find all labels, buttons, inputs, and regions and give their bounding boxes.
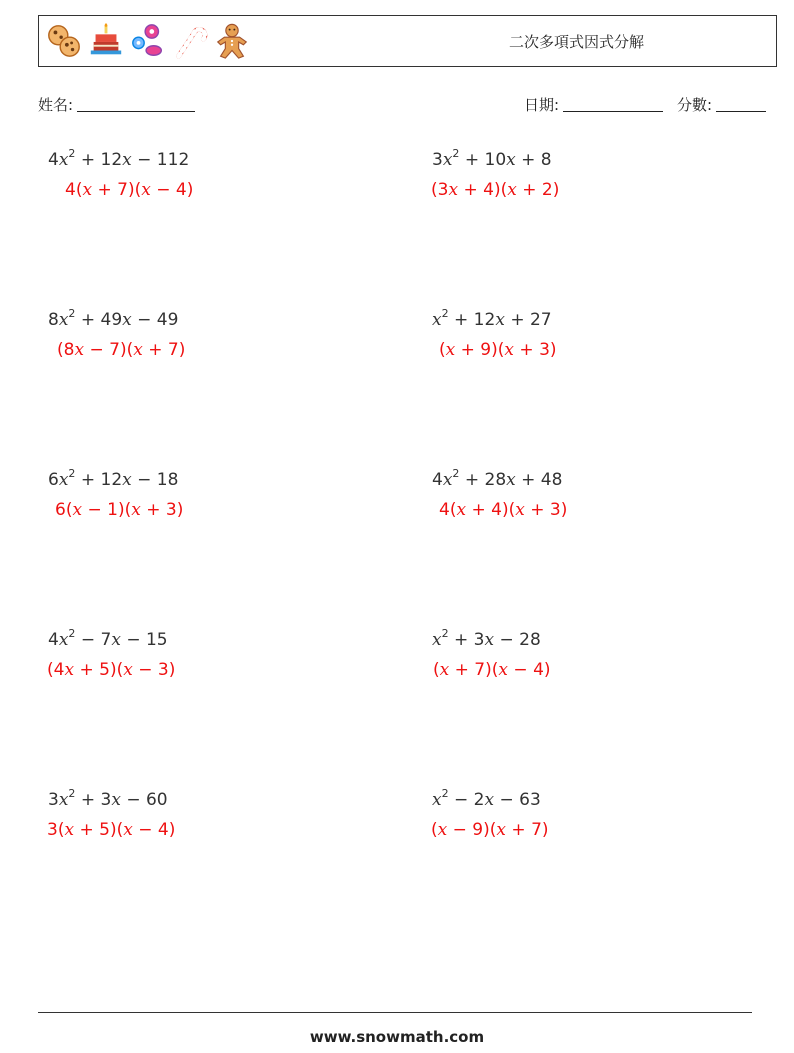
problem-answer: 4(x + 7)(x − 4) (65, 180, 194, 200)
problem-expression: $x^2 - 2x - 63$ (432, 787, 541, 810)
score-label: 分數: (677, 96, 713, 114)
name-field (38, 94, 195, 115)
candy-icon (129, 22, 167, 62)
problem-expression: $3x^2 + 10x + 8$ (432, 147, 552, 170)
problem-answer: (8x − 7)(x + 7) (57, 340, 186, 360)
problem-answer: (x − 9)(x + 7) (431, 820, 549, 840)
problem-answer: 3(x + 5)(x − 4) (47, 820, 176, 840)
date-line[interactable] (563, 95, 663, 112)
problem-answer: (4x + 5)(x − 3) (47, 660, 176, 680)
problem-expression: $8x^2 + 49x - 49$ (48, 307, 179, 330)
problem-answer: (3x + 4)(x + 2) (431, 180, 560, 200)
problem-expression: $x^2 + 12x + 27$ (432, 307, 552, 330)
header-icons (45, 22, 251, 62)
score-field (677, 94, 766, 115)
date-label: 日期: (524, 96, 560, 114)
problem-answer: 6(x − 1)(x + 3) (55, 500, 184, 520)
page-title: 二次多項式因式分解 (509, 33, 645, 51)
problem-expression: $4x^2 + 12x - 112$ (48, 147, 190, 170)
problem-answer: (x + 9)(x + 3) (439, 340, 557, 360)
problem-answer: (x + 7)(x − 4) (433, 660, 551, 680)
problem-expression: $6x^2 + 12x - 18$ (48, 467, 179, 490)
problem-expression: $x^2 + 3x - 28$ (432, 627, 541, 650)
problem-answer: 4(x + 4)(x + 3) (439, 500, 568, 520)
footer-divider (38, 1012, 752, 1013)
problem-expression: $4x^2 + 28x + 48$ (432, 467, 563, 490)
footer-url: www.snowmath.com (309, 1028, 485, 1046)
name-line[interactable] (77, 95, 195, 112)
date-field (524, 94, 663, 115)
header-box (38, 15, 777, 67)
score-line[interactable] (716, 95, 766, 112)
gingerbread-man-icon (213, 22, 251, 62)
name-label: 姓名: (38, 96, 74, 114)
problem-expression: $3x^2 + 3x - 60$ (48, 787, 168, 810)
birthday-cake-icon (87, 22, 125, 62)
problem-expression: $4x^2 - 7x - 15$ (48, 627, 168, 650)
cookies-icon (45, 22, 83, 62)
candy-cane-icon (171, 22, 209, 62)
